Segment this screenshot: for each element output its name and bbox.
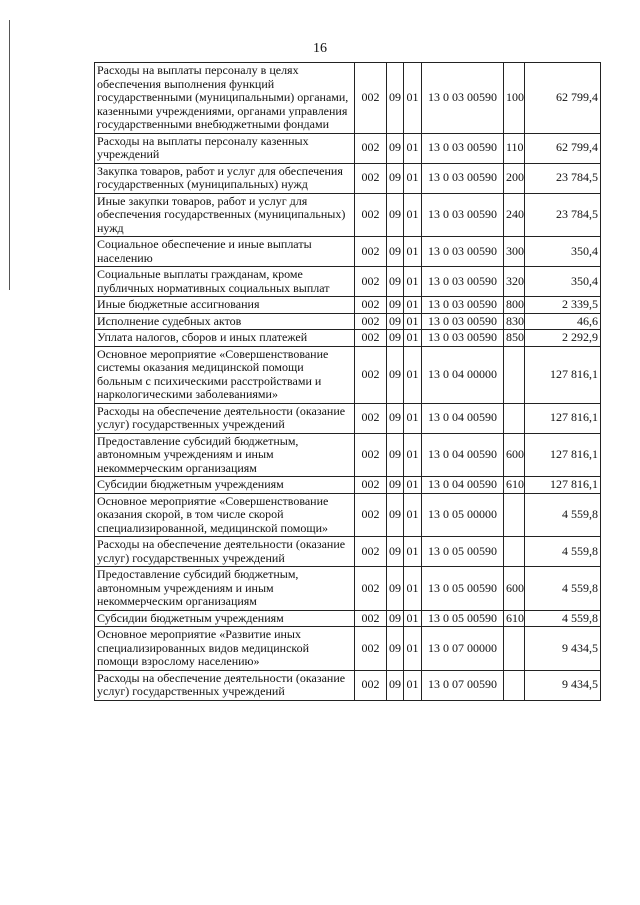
table-row	[95, 237, 601, 267]
table-row	[95, 493, 601, 537]
row-expense-type-code	[504, 493, 525, 537]
table-row	[95, 610, 601, 627]
row-grbs-code: 002	[355, 133, 387, 163]
row-subsection-code: 01	[404, 537, 422, 567]
row-amount: 23 784,5	[525, 193, 601, 237]
row-amount: 62 799,4	[525, 133, 601, 163]
row-amount: 350,4	[525, 267, 601, 297]
row-target-article-code: 13 0 03 00590	[422, 63, 504, 134]
row-section-code: 09	[387, 537, 404, 567]
row-name: Расходы на выплаты персоналу казенных учреждений	[95, 133, 355, 163]
row-target-article-code: 13 0 03 00590	[422, 297, 504, 314]
row-expense-type-code: 240	[504, 193, 525, 237]
row-section-code: 09	[387, 313, 404, 330]
row-subsection-code: 01	[404, 433, 422, 477]
row-amount: 23 784,5	[525, 163, 601, 193]
row-name: Уплата налогов, сборов и иных платежей	[95, 330, 355, 347]
row-amount: 9 434,5	[525, 627, 601, 671]
row-name: Социальные выплаты гражданам, кроме публичных нормативных социальных выплат	[95, 267, 355, 297]
row-grbs-code: 002	[355, 313, 387, 330]
table-row	[95, 433, 601, 477]
row-subsection-code: 01	[404, 330, 422, 347]
row-subsection-code: 01	[404, 63, 422, 134]
row-grbs-code: 002	[355, 670, 387, 700]
row-target-article-code: 13 0 05 00590	[422, 610, 504, 627]
row-expense-type-code: 830	[504, 313, 525, 330]
row-grbs-code: 002	[355, 537, 387, 567]
row-section-code: 09	[387, 346, 404, 403]
row-section-code: 09	[387, 297, 404, 314]
row-grbs-code: 002	[355, 403, 387, 433]
table-row	[95, 346, 601, 403]
row-expense-type-code: 610	[504, 610, 525, 627]
row-amount: 2 339,5	[525, 297, 601, 314]
row-name: Субсидии бюджетным учреждениям	[95, 477, 355, 494]
row-expense-type-code	[504, 537, 525, 567]
row-subsection-code: 01	[404, 403, 422, 433]
table-row	[95, 330, 601, 347]
budget-table	[94, 62, 601, 701]
row-name: Закупка товаров, работ и услуг для обеспечения государственных (муниципальных) нужд	[95, 163, 355, 193]
row-grbs-code: 002	[355, 610, 387, 627]
row-expense-type-code	[504, 627, 525, 671]
row-expense-type-code: 100	[504, 63, 525, 134]
row-target-article-code: 13 0 04 00000	[422, 346, 504, 403]
table-row	[95, 63, 601, 134]
row-grbs-code: 002	[355, 346, 387, 403]
row-subsection-code: 01	[404, 133, 422, 163]
row-amount: 4 559,8	[525, 537, 601, 567]
row-name: Основное мероприятие «Совершенствование системы оказания медицинской помощи больным с психическими расстройствами и наркологическими заболеваниями»	[95, 346, 355, 403]
row-section-code: 09	[387, 403, 404, 433]
row-expense-type-code	[504, 403, 525, 433]
row-expense-type-code: 600	[504, 433, 525, 477]
table-row	[95, 267, 601, 297]
row-target-article-code: 13 0 03 00590	[422, 133, 504, 163]
row-subsection-code: 01	[404, 237, 422, 267]
row-name: Основное мероприятие «Развитие иных специализированных видов медицинской помощи взрослому населению»	[95, 627, 355, 671]
row-target-article-code: 13 0 04 00590	[422, 403, 504, 433]
row-target-article-code: 13 0 07 00000	[422, 627, 504, 671]
row-amount: 127 816,1	[525, 346, 601, 403]
table-row	[95, 537, 601, 567]
row-grbs-code: 002	[355, 493, 387, 537]
row-target-article-code: 13 0 05 00590	[422, 567, 504, 611]
row-section-code: 09	[387, 477, 404, 494]
row-name: Расходы на обеспечение деятельности (оказание услуг) государственных учреждений	[95, 403, 355, 433]
row-grbs-code: 002	[355, 297, 387, 314]
row-expense-type-code: 300	[504, 237, 525, 267]
budget-table-body	[95, 63, 601, 701]
row-subsection-code: 01	[404, 346, 422, 403]
row-expense-type-code	[504, 670, 525, 700]
table-row	[95, 670, 601, 700]
row-name: Субсидии бюджетным учреждениям	[95, 610, 355, 627]
row-grbs-code: 002	[355, 63, 387, 134]
table-row	[95, 163, 601, 193]
row-section-code: 09	[387, 63, 404, 134]
row-expense-type-code: 320	[504, 267, 525, 297]
row-expense-type-code: 800	[504, 297, 525, 314]
row-name: Предоставление субсидий бюджетным, автономным учреждениям и иным некоммерческим организациям	[95, 567, 355, 611]
row-name: Расходы на обеспечение деятельности (оказание услуг) государственных учреждений	[95, 670, 355, 700]
row-amount: 9 434,5	[525, 670, 601, 700]
row-section-code: 09	[387, 433, 404, 477]
row-expense-type-code: 610	[504, 477, 525, 494]
row-name: Иные бюджетные ассигнования	[95, 297, 355, 314]
row-target-article-code: 13 0 03 00590	[422, 330, 504, 347]
row-grbs-code: 002	[355, 627, 387, 671]
row-target-article-code: 13 0 03 00590	[422, 193, 504, 237]
row-name: Исполнение судебных актов	[95, 313, 355, 330]
row-expense-type-code: 200	[504, 163, 525, 193]
row-amount: 127 816,1	[525, 477, 601, 494]
row-amount: 350,4	[525, 237, 601, 267]
row-section-code: 09	[387, 237, 404, 267]
row-amount: 4 559,8	[525, 493, 601, 537]
table-row	[95, 567, 601, 611]
row-target-article-code: 13 0 03 00590	[422, 267, 504, 297]
row-section-code: 09	[387, 610, 404, 627]
row-expense-type-code: 600	[504, 567, 525, 611]
row-name: Расходы на обеспечение деятельности (оказание услуг) государственных учреждений	[95, 537, 355, 567]
row-subsection-code: 01	[404, 313, 422, 330]
table-row	[95, 627, 601, 671]
row-subsection-code: 01	[404, 610, 422, 627]
row-target-article-code: 13 0 03 00590	[422, 163, 504, 193]
table-row	[95, 313, 601, 330]
row-subsection-code: 01	[404, 163, 422, 193]
table-row	[95, 403, 601, 433]
row-amount: 127 816,1	[525, 403, 601, 433]
row-section-code: 09	[387, 133, 404, 163]
row-section-code: 09	[387, 627, 404, 671]
row-amount: 2 292,9	[525, 330, 601, 347]
row-subsection-code: 01	[404, 627, 422, 671]
table-row	[95, 477, 601, 494]
row-section-code: 09	[387, 567, 404, 611]
row-section-code: 09	[387, 670, 404, 700]
row-grbs-code: 002	[355, 477, 387, 494]
row-target-article-code: 13 0 04 00590	[422, 477, 504, 494]
row-target-article-code: 13 0 03 00590	[422, 313, 504, 330]
row-grbs-code: 002	[355, 267, 387, 297]
row-section-code: 09	[387, 163, 404, 193]
table-row	[95, 297, 601, 314]
row-amount: 4 559,8	[525, 610, 601, 627]
row-subsection-code: 01	[404, 493, 422, 537]
row-amount: 127 816,1	[525, 433, 601, 477]
row-expense-type-code: 110	[504, 133, 525, 163]
row-target-article-code: 13 0 05 00000	[422, 493, 504, 537]
row-subsection-code: 01	[404, 297, 422, 314]
row-expense-type-code	[504, 346, 525, 403]
row-section-code: 09	[387, 193, 404, 237]
table-row	[95, 193, 601, 237]
row-grbs-code: 002	[355, 193, 387, 237]
row-name: Предоставление субсидий бюджетным, автономным учреждениям и иным некоммерческим организациям	[95, 433, 355, 477]
row-section-code: 09	[387, 330, 404, 347]
row-amount: 4 559,8	[525, 567, 601, 611]
row-amount: 46,6	[525, 313, 601, 330]
row-grbs-code: 002	[355, 567, 387, 611]
row-name: Расходы на выплаты персоналу в целях обеспечения выполнения функций государственными (муниципальными) органами, казенными учреждениями, органами управления государственными внебюджетными фондами	[95, 63, 355, 134]
row-expense-type-code: 850	[504, 330, 525, 347]
row-section-code: 09	[387, 493, 404, 537]
page-number: 16	[313, 41, 327, 56]
row-target-article-code: 13 0 03 00590	[422, 237, 504, 267]
row-target-article-code: 13 0 05 00590	[422, 537, 504, 567]
row-grbs-code: 002	[355, 330, 387, 347]
row-amount: 62 799,4	[525, 63, 601, 134]
row-target-article-code: 13 0 07 00590	[422, 670, 504, 700]
row-subsection-code: 01	[404, 670, 422, 700]
row-subsection-code: 01	[404, 567, 422, 611]
row-name: Иные закупки товаров, работ и услуг для обеспечения государственных (муниципальных) нужд	[95, 193, 355, 237]
row-subsection-code: 01	[404, 267, 422, 297]
row-section-code: 09	[387, 267, 404, 297]
row-subsection-code: 01	[404, 193, 422, 237]
row-name: Социальное обеспечение и иные выплаты населению	[95, 237, 355, 267]
row-target-article-code: 13 0 04 00590	[422, 433, 504, 477]
row-grbs-code: 002	[355, 433, 387, 477]
row-name: Основное мероприятие «Совершенствование оказания скорой, в том числе скорой специализированной, медицинской помощи»	[95, 493, 355, 537]
left-margin-line	[9, 20, 10, 290]
table-row	[95, 133, 601, 163]
row-subsection-code: 01	[404, 477, 422, 494]
row-grbs-code: 002	[355, 163, 387, 193]
row-grbs-code: 002	[355, 237, 387, 267]
